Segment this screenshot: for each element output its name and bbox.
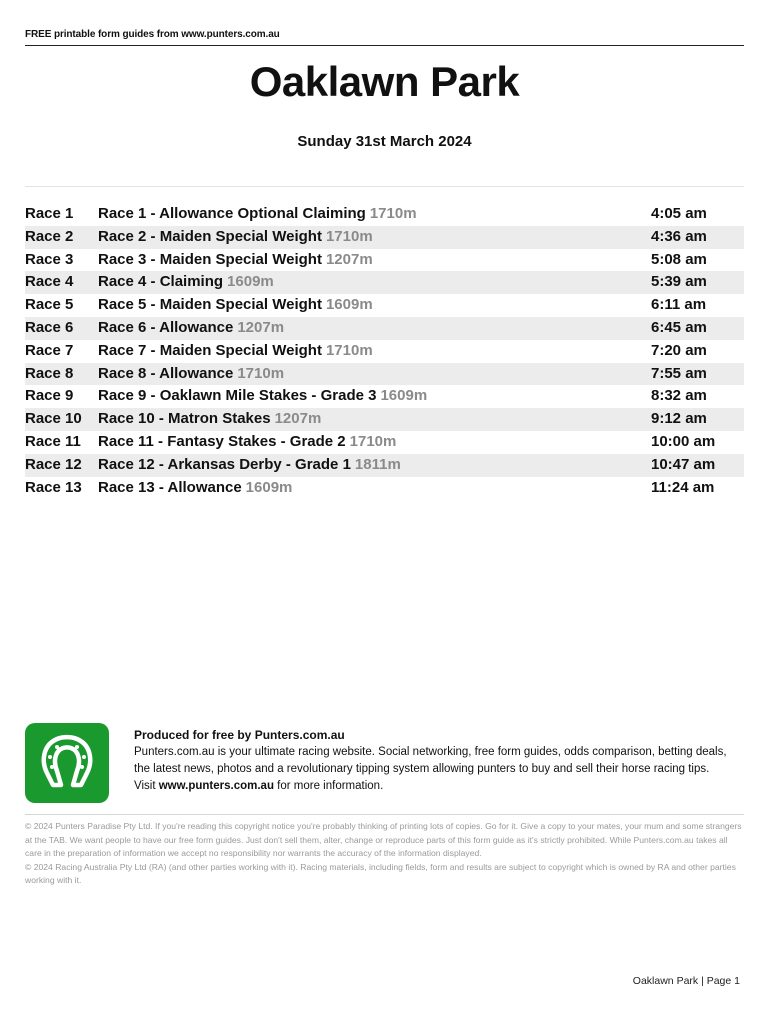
race-distance: 1811m — [354, 455, 401, 473]
race-time: 6:11 am — [651, 296, 707, 314]
race-row — [25, 249, 744, 272]
race-row — [25, 385, 744, 408]
race-name-cell — [98, 408, 321, 431]
horseshoe-icon — [37, 733, 97, 793]
header-bar — [25, 28, 744, 46]
race-distance: 1207m — [237, 318, 285, 336]
copyright-racing-australia: © 2024 Racing Australia Pty Ltd (RA) (and other parties working with it). Racing materials, including fields, form and results are subject to copyright which is owned by RA and other parties working with it. — [25, 861, 736, 885]
race-name-cell — [98, 454, 401, 477]
race-time: 10:47 am — [651, 455, 716, 473]
race-number: Race 7 — [25, 341, 74, 359]
race-name: Race 4 - Claiming — [98, 273, 224, 291]
race-number: Race 10 — [25, 410, 82, 428]
race-number: Race 11 — [25, 432, 81, 450]
divider — [25, 814, 744, 815]
race-name: Race 10 - Matron Stakes — [98, 410, 271, 428]
race-row — [25, 408, 744, 431]
produced-title: Produced for free by Punters.com.au — [134, 728, 345, 742]
race-name-cell — [98, 431, 396, 454]
race-distance: 1609m — [325, 296, 373, 314]
race-row — [25, 271, 744, 294]
race-number: Race 2 — [25, 227, 74, 245]
race-row — [25, 294, 744, 317]
divider — [25, 186, 744, 187]
page-footer: Oaklawn Park | Page 1 — [632, 975, 740, 987]
visit-line — [134, 778, 744, 795]
race-name-cell — [98, 203, 417, 226]
race-row — [25, 340, 744, 363]
visit-prefix: Visit — [134, 780, 156, 792]
race-row — [25, 477, 744, 500]
race-name-cell — [98, 317, 284, 340]
copyright-punters: © 2024 Punters Paradise Pty Ltd. If you're reading this copyright notice you're probably thinking of printing lots of copies. Go for it. Give a copy to your mates, your mum and some strangers at the TAB. We want people to have our free form guides. Just don't sell them, alter, change or reproduce parts of this form guide as it's strictly prohibited. While Punters.com.au takes all care in the preparation of information we accept no responsibility nor warrants the accuracy of the information displayed. — [25, 821, 742, 858]
race-distance: 1609m — [245, 478, 293, 496]
race-name: Race 12 - Arkansas Derby - Grade 1 — [98, 455, 351, 473]
produced-by-block — [134, 727, 744, 795]
race-number: Race 6 — [25, 318, 74, 336]
race-number: Race 5 — [25, 296, 74, 314]
race-distance: 1710m — [237, 364, 285, 382]
race-distance: 1609m — [227, 273, 274, 291]
race-number: Race 4 — [25, 273, 74, 291]
race-time: 7:20 am — [651, 341, 707, 359]
race-distance: 1710m — [369, 205, 417, 222]
race-name-cell — [98, 226, 373, 249]
punters-logo — [25, 723, 109, 803]
race-name: Race 7 - Maiden Special Weight — [98, 341, 322, 359]
race-name: Race 1 - Allowance Optional Claiming — [98, 205, 366, 222]
race-name-cell — [98, 363, 284, 386]
race-name: Race 8 - Allowance — [98, 364, 234, 382]
race-number: Race 1 — [25, 205, 74, 222]
race-name: Race 6 - Allowance — [98, 318, 234, 336]
visit-suffix: for more information. — [277, 780, 384, 792]
race-name-cell — [98, 294, 373, 317]
produced-body: Punters.com.au is your ultimate racing website. Social networking, free form guides, odds comparison, betting deals, the latest news, photos and a revolutionary tipping system allowing punters to buy and sell their horse racing tips. — [134, 746, 727, 775]
race-time: 11:24 am — [651, 478, 715, 496]
race-name-cell — [98, 477, 292, 500]
race-name: Race 3 - Maiden Special Weight — [98, 250, 322, 268]
race-name: Race 2 - Maiden Special Weight — [98, 227, 322, 245]
race-row — [25, 431, 744, 454]
race-date: Sunday 31st March 2024 — [297, 133, 472, 150]
race-time: 4:05 am — [651, 205, 707, 222]
race-distance: 1710m — [325, 341, 373, 359]
form-guide-page — [25, 0, 744, 1024]
header-text: FREE printable form guides from www.punters.com.au — [25, 29, 280, 40]
race-distance: 1207m — [325, 250, 373, 268]
race-name-cell — [98, 340, 373, 363]
race-name: Race 13 - Allowance — [98, 478, 242, 496]
race-row — [25, 317, 744, 340]
race-time: 10:00 am — [651, 432, 716, 450]
race-row — [25, 454, 744, 477]
race-time: 5:08 am — [651, 250, 707, 268]
race-time: 6:45 am — [651, 318, 707, 336]
punters-link[interactable]: www.punters.com.au — [158, 780, 274, 792]
race-time: 9:12 am — [651, 410, 707, 428]
race-name-cell — [98, 271, 274, 294]
race-name: Race 11 - Fantasy Stakes - Grade 2 — [98, 432, 346, 450]
race-row — [25, 363, 744, 386]
race-number: Race 8 — [25, 364, 74, 382]
race-name-cell — [98, 385, 427, 408]
race-number: Race 12 — [25, 455, 82, 473]
race-distance: 1710m — [325, 227, 373, 245]
race-distance: 1609m — [380, 387, 428, 405]
race-distance: 1207m — [274, 410, 322, 428]
race-number: Race 13 — [25, 478, 82, 496]
copyright-notice — [25, 820, 744, 888]
race-name: Race 5 - Maiden Special Weight — [98, 296, 322, 314]
race-time: 4:36 am — [651, 227, 707, 245]
race-name-cell — [98, 249, 373, 272]
race-name: Race 9 - Oaklawn Mile Stakes - Grade 3 — [98, 387, 377, 405]
race-distance: 1710m — [349, 432, 397, 450]
race-row — [25, 203, 744, 226]
race-list — [25, 203, 744, 499]
race-row — [25, 226, 744, 249]
race-number: Race 9 — [25, 387, 74, 405]
race-time: 7:55 am — [651, 364, 707, 382]
page-title: Oaklawn Park — [249, 58, 520, 105]
race-time: 8:32 am — [651, 387, 707, 405]
race-time: 5:39 am — [651, 273, 707, 291]
race-number: Race 3 — [25, 250, 74, 268]
